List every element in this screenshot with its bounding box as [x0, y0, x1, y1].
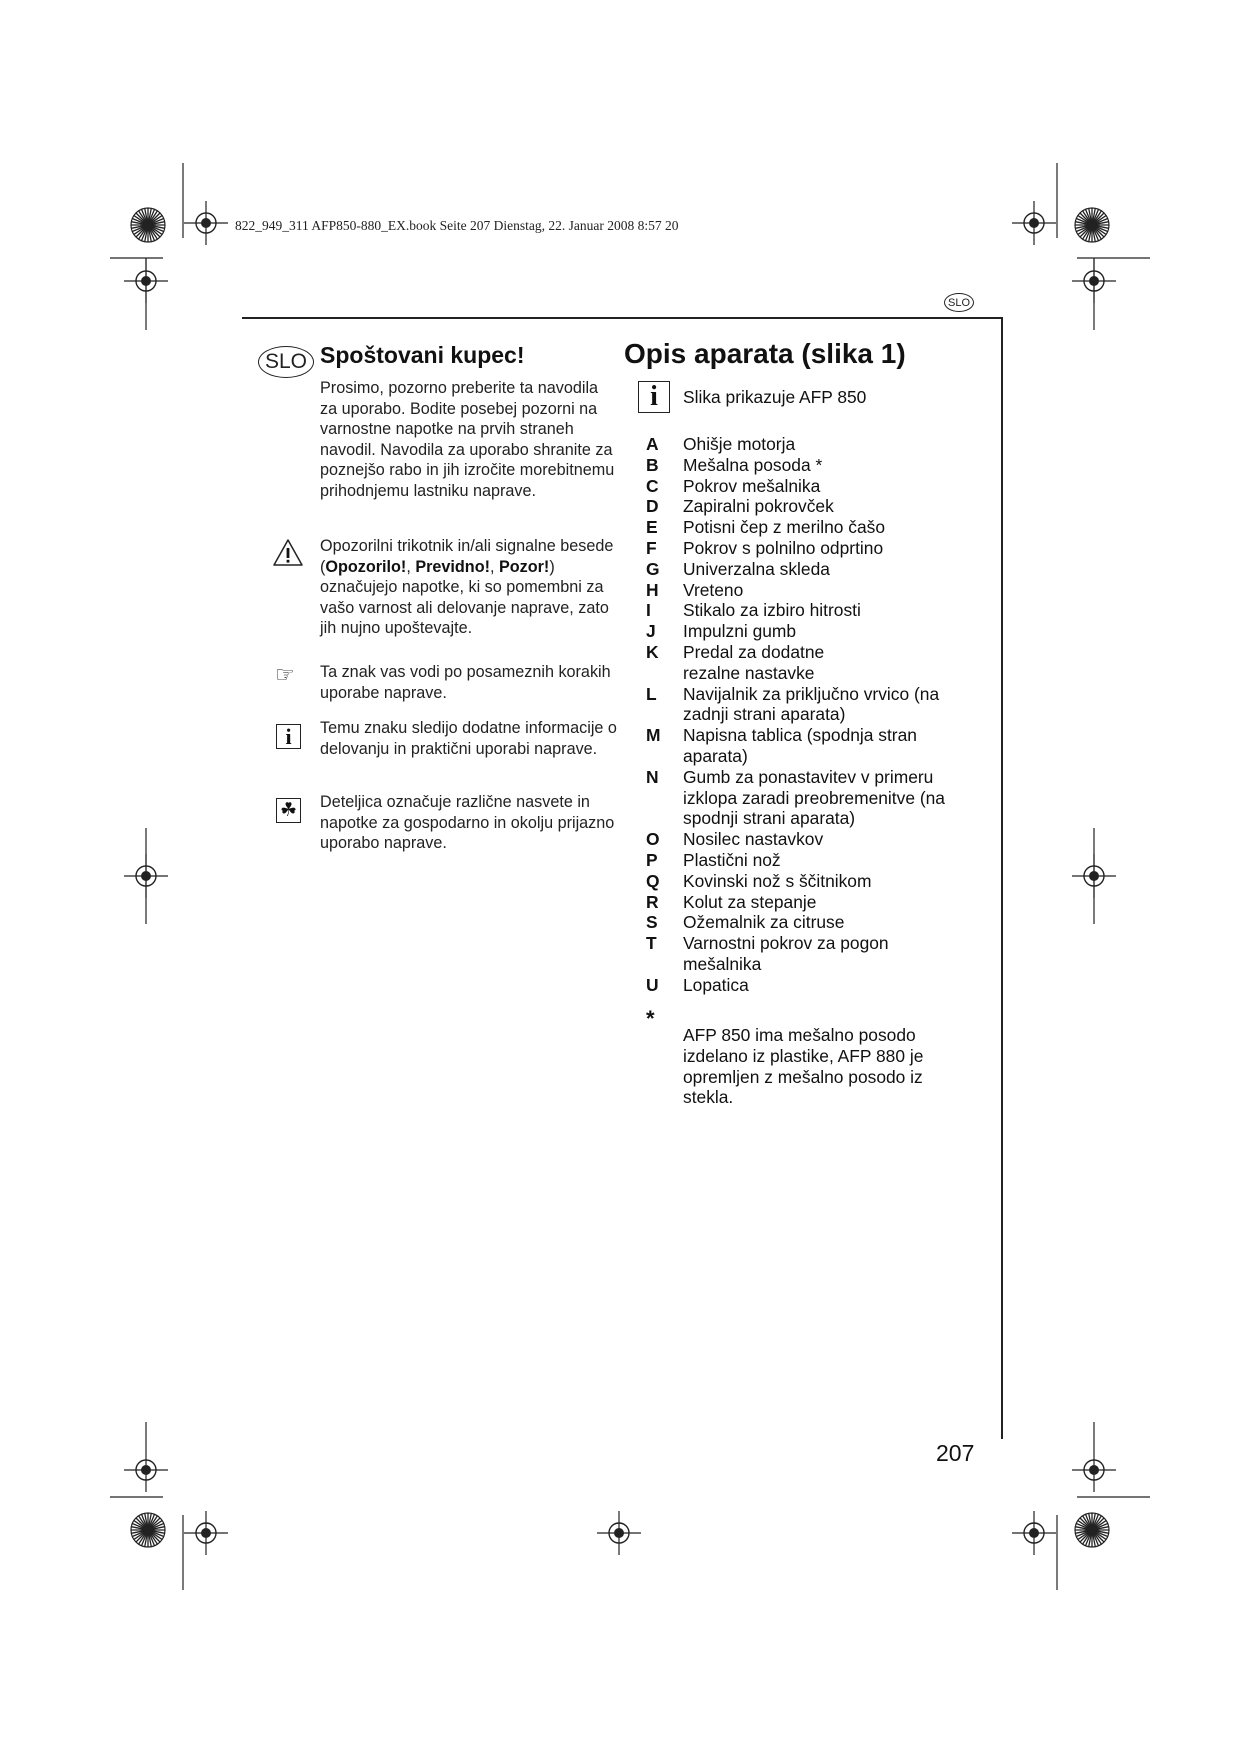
part-label: Univerzalna skleda — [683, 558, 830, 579]
part-label: Pokrov s polnilno odprtino — [683, 537, 884, 558]
warning-text-post: ) označujejo napotke, ki so pomembni za vašo varnost ali delovanje naprave, zato jih nujno upoštevajte. — [320, 557, 609, 638]
list-item — [646, 538, 986, 559]
part-letter: J — [646, 621, 656, 642]
warning-separator: , — [489, 557, 499, 576]
part-label: Plastični nož — [683, 849, 781, 870]
parts-list — [646, 434, 986, 996]
list-item — [646, 829, 986, 850]
language-badge: SLO — [258, 346, 314, 378]
language-badge-small: SLO — [944, 293, 974, 312]
part-label: Varnostni pokrov za pogon mešalnika — [683, 933, 889, 974]
part-letter: G — [646, 558, 660, 579]
part-label: Ožemalnik za citruse — [683, 912, 845, 933]
part-letter: I — [646, 600, 651, 621]
footnote-symbol: * — [646, 1006, 655, 1031]
part-letter: M — [646, 725, 661, 746]
part-letter: O — [646, 829, 660, 850]
page-number: 207 — [936, 1440, 975, 1466]
part-label: Mešalna posoda * — [683, 454, 823, 475]
part-letter: N — [646, 766, 659, 787]
info-paragraph: Temu znaku sledijo dodatne informacije o delovanju in praktični uporabi naprave. — [320, 719, 617, 758]
part-letter: C — [646, 475, 659, 496]
file-info-header: 822_949_311 AFP850-880_EX.book Seite 207 Dienstag, 22. Januar 2008 8:57 20 — [235, 218, 679, 233]
part-letter: H — [646, 579, 659, 600]
signal-word-opozorilo: Opozorilo! — [325, 557, 407, 576]
part-label: Vreteno — [683, 579, 744, 600]
part-letter: E — [646, 517, 658, 538]
part-label: Zapiralni pokrovček — [683, 496, 834, 517]
part-letter: R — [646, 891, 659, 912]
pointing-hand-icon: ☞ — [275, 662, 295, 687]
greeting-heading: Spoštovani kupec! — [320, 342, 525, 368]
figure-note: Slika prikazuje AFP 850 — [683, 387, 867, 407]
part-label: Pokrov mešalnika — [683, 475, 821, 496]
part-label: Gumb za ponastavitev v primeru izklopa zaradi preobremenitve (na spodnji strani aparata) — [683, 766, 945, 829]
part-label: Stikalo za izbiro hitrosti — [683, 600, 861, 621]
list-item — [646, 517, 986, 538]
part-letter: P — [646, 849, 658, 870]
part-label: Potisni čep z merilno čašo — [683, 517, 886, 538]
list-item — [646, 912, 986, 933]
warning-triangle-icon — [272, 538, 304, 568]
part-label: Lopatica — [683, 974, 749, 995]
list-item — [646, 621, 986, 642]
intro-paragraph: Prosimo, pozorno preberite ta navodila za uporabo. Bodite posebej pozorni na varnostne napotke na prvih straneh navodil. Navodila za uporabo shranite za poznejšo rabo in jih izročite morebitnemu prihodnjemu lastniku naprave. — [320, 379, 615, 500]
crop-mark-bottom-right — [1012, 1422, 1150, 1590]
crop-mark-top-right — [1012, 163, 1150, 330]
signal-word-pozor: Pozor! — [498, 557, 550, 576]
list-item — [646, 642, 986, 684]
list-item — [646, 580, 986, 601]
part-letter: T — [646, 933, 657, 954]
list-item — [646, 725, 986, 767]
list-item — [646, 684, 986, 726]
crop-mark-mid-left — [124, 828, 168, 924]
part-label: Kolut za stepanje — [683, 891, 817, 912]
part-label: Kovinski nož s ščitnikom — [683, 870, 872, 891]
clover-icon: ☘ — [276, 798, 301, 823]
warning-paragraph — [320, 536, 618, 639]
crop-mark-mid-right — [1072, 828, 1116, 924]
list-item — [646, 892, 986, 913]
list-item — [646, 455, 986, 476]
part-letter: Q — [646, 870, 660, 891]
list-item — [646, 933, 986, 975]
list-item — [646, 434, 986, 455]
list-item — [646, 975, 986, 996]
part-letter: B — [646, 454, 659, 475]
list-item — [646, 559, 986, 580]
footnote-text: AFP 850 ima mešalno posodo izdelano iz plastike, AFP 880 je opremljen z mešalno posodo iz stekla. — [683, 1025, 924, 1108]
part-label: Predal za dodatne rezalne nastavke — [683, 641, 825, 683]
part-letter: D — [646, 496, 659, 517]
part-label: Impulzni gumb — [683, 621, 797, 642]
crop-mark-top-left — [110, 163, 228, 330]
crop-mark-bottom-left — [110, 1422, 228, 1590]
signal-word-previdno: Previdno! — [415, 557, 490, 576]
part-letter: F — [646, 537, 657, 558]
list-item — [646, 476, 986, 497]
list-item — [646, 496, 986, 517]
right-rule — [1001, 317, 1003, 1439]
part-letter: L — [646, 683, 657, 704]
part-letter: K — [646, 641, 659, 662]
list-item — [646, 850, 986, 871]
part-label: Nosilec nastavkov — [683, 829, 824, 850]
warning-text-pre: Opozorilni trikotnik in/ali signalne besede ( — [320, 537, 614, 576]
clover-paragraph: Deteljica označuje različne nasvete in napotke za gospodarno in okolju prijazno uporabo naprave. — [320, 793, 615, 853]
list-item — [646, 600, 986, 621]
list-item — [646, 767, 986, 829]
list-item — [646, 871, 986, 892]
part-label: Ohišje motorja — [683, 434, 796, 454]
crop-mark-bottom-center — [597, 1511, 641, 1555]
part-letter: U — [646, 974, 659, 995]
part-letter: S — [646, 912, 658, 933]
part-letter: A — [646, 434, 659, 454]
warning-separator: , — [406, 557, 416, 576]
top-rule — [242, 317, 1002, 319]
steps-paragraph: Ta znak vas vodi po posameznih korakih uporabe naprave. — [320, 663, 611, 702]
part-label: Napisna tablica (spodnja stran aparata) — [683, 725, 917, 766]
info-icon-large: i — [638, 381, 670, 413]
info-icon: i — [276, 724, 301, 749]
device-description-heading: Opis aparata (slika 1) — [624, 338, 906, 369]
part-label: Navijalnik za priključno vrvico (na zadnji strani aparata) — [683, 683, 940, 725]
